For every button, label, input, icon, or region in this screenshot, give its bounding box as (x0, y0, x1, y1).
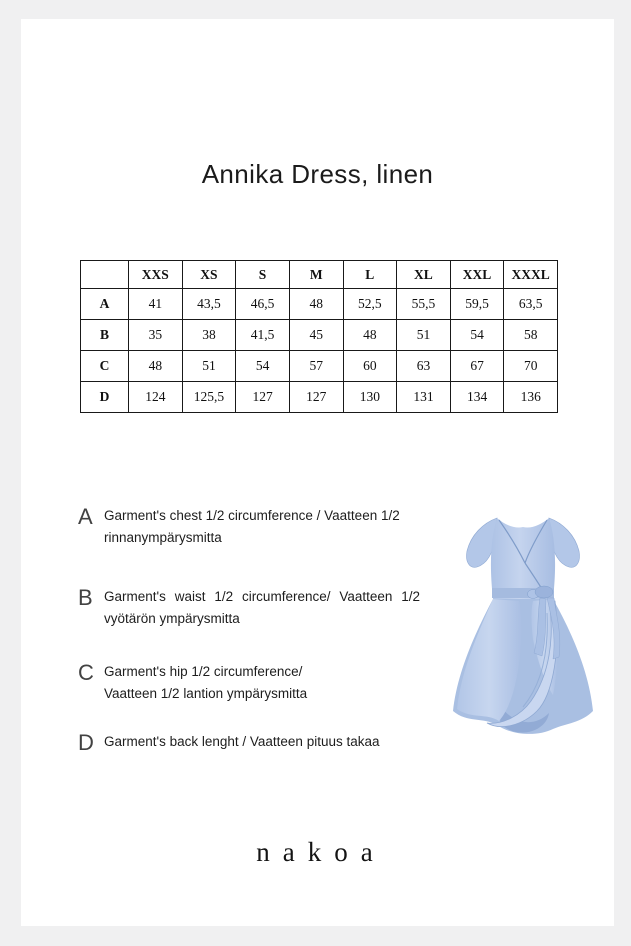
measurement-value-cell: 57 (289, 351, 343, 382)
size-column-header: M (289, 261, 343, 289)
size-column-header: XL (397, 261, 451, 289)
legend-key-c: C (78, 660, 94, 685)
measurement-value-cell: 59,5 (450, 289, 504, 320)
size-table-row (81, 382, 558, 413)
size-column-header: L (343, 261, 397, 289)
measurement-value-cell: 67 (450, 351, 504, 382)
page-title: Annika Dress, linen (201, 159, 434, 189)
measurement-value-cell: 58 (504, 320, 558, 351)
measurement-value-cell: 46,5 (236, 289, 290, 320)
measurement-value-cell: 130 (343, 382, 397, 413)
size-column-header: XXXL (504, 261, 558, 289)
brand-logo: nakoa (256, 837, 386, 867)
measurement-value-cell: 48 (343, 320, 397, 351)
measurement-value-cell: 52,5 (343, 289, 397, 320)
measurement-value-cell: 48 (129, 351, 183, 382)
size-column-header: XXL (450, 261, 504, 289)
legend-text-line: rinnanympärysmitta (104, 530, 222, 545)
legend-row-a (78, 505, 420, 549)
measurement-value-cell: 51 (397, 320, 451, 351)
legend-key-d: D (78, 730, 94, 755)
measurement-value-cell: 127 (289, 382, 343, 413)
measurement-row-label: B (81, 320, 129, 351)
measurement-value-cell: 54 (450, 320, 504, 351)
legend-text-a (104, 505, 420, 549)
legend-text-line: Vaatteen 1/2 lantion ympärysmitta (104, 686, 308, 701)
dress-belt-knot (535, 586, 553, 598)
size-table-row (81, 289, 558, 320)
size-column-header: XS (182, 261, 236, 289)
measurement-value-cell: 124 (129, 382, 183, 413)
legend-key-b: B (78, 585, 93, 610)
measurement-value-cell: 70 (504, 351, 558, 382)
size-chart-page (21, 19, 614, 926)
measurement-value-cell: 38 (182, 320, 236, 351)
size-table-row (81, 320, 558, 351)
measurement-value-cell: 125,5 (182, 382, 236, 413)
legend-text-b (104, 586, 420, 630)
measurement-value-cell: 136 (504, 382, 558, 413)
legend-text-d (104, 731, 420, 753)
measurement-value-cell: 43,5 (182, 289, 236, 320)
size-table-row (81, 351, 558, 382)
product-photo-dress (443, 513, 603, 745)
measurement-value-cell: 35 (129, 320, 183, 351)
size-table-header-row (81, 261, 558, 289)
legend-row-b (78, 586, 420, 630)
measurement-value-cell: 45 (289, 320, 343, 351)
measurement-row-label: C (81, 351, 129, 382)
measurement-value-cell: 63 (397, 351, 451, 382)
size-table-body (81, 289, 558, 413)
legend-text-line: Garment's hip 1/2 circumference/ (104, 664, 303, 679)
legend-row-d (78, 731, 420, 755)
measurement-value-cell: 54 (236, 351, 290, 382)
measurement-value-cell: 51 (182, 351, 236, 382)
measurement-row-label: D (81, 382, 129, 413)
legend-text-line: Garment's chest 1/2 circumference / Vaatteen 1/2 (104, 508, 400, 523)
size-column-header: S (236, 261, 290, 289)
legend-key-a: A (78, 504, 93, 529)
measurement-value-cell: 48 (289, 289, 343, 320)
size-table (80, 260, 558, 413)
size-table-corner-cell (81, 261, 129, 289)
measurement-value-cell: 134 (450, 382, 504, 413)
measurement-value-cell: 41 (129, 289, 183, 320)
measurement-value-cell: 127 (236, 382, 290, 413)
measurement-value-cell: 63,5 (504, 289, 558, 320)
legend-text-c (104, 661, 420, 705)
measurement-value-cell: 60 (343, 351, 397, 382)
legend-text-line: Garment's back lenght / Vaatteen pituus takaa (104, 734, 380, 749)
measurement-value-cell: 55,5 (397, 289, 451, 320)
legend-text-line: Garment's waist 1/2 circumference/ Vaatteen 1/2 (104, 589, 420, 604)
legend-text-line: vyötärön ympärysmitta (104, 611, 240, 626)
legend-row-c (78, 661, 420, 705)
measurement-row-label: A (81, 289, 129, 320)
size-column-header: XXS (129, 261, 183, 289)
measurement-value-cell: 41,5 (236, 320, 290, 351)
measurement-value-cell: 131 (397, 382, 451, 413)
